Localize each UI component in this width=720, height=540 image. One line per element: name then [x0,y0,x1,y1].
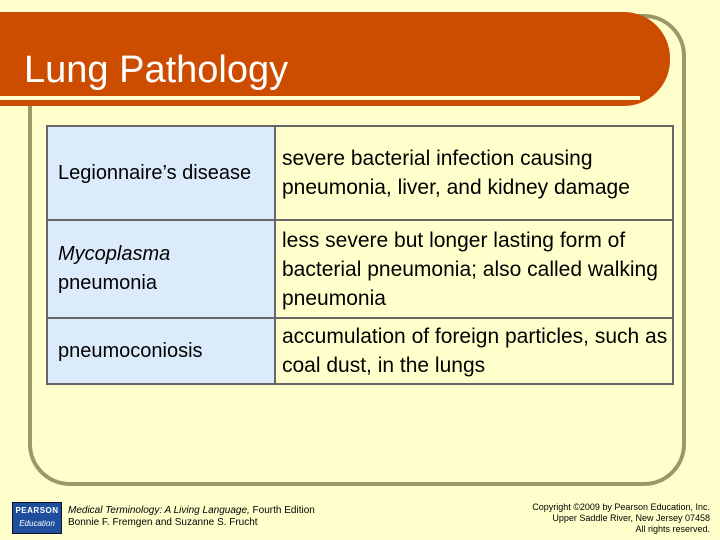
book-title: Medical Terminology: A Living Language, [68,505,250,516]
logo-top-text: PEARSON [15,506,59,515]
definition-text: less severe but longer lasting form of bacterial pneumonia; also called walking pneumonia [282,228,658,310]
copyright-line: Copyright ©2009 by Pearson Education, Inc. [532,502,710,512]
term-italic-text: Mycoplasma [58,243,171,265]
book-edition: Fourth Edition [249,505,315,516]
copyright-line: Upper Saddle River, New Jersey 07458 [552,513,710,523]
term-cell [47,126,275,220]
term-cell [47,220,275,318]
terms-table [46,125,674,385]
table-row [47,220,673,318]
pearson-logo [12,502,62,534]
term-text: pneumoconiosis [58,339,203,362]
term-text: Legionnaire’s disease [58,161,252,184]
term-cell [47,318,275,384]
title-bar [0,12,670,106]
copyright-line: All rights reserved. [635,524,710,534]
term-text: pneumonia [58,272,157,294]
title-underline [0,96,640,100]
definition-text: accumulation of foreign particles, such as coal dust, in the lungs [282,325,668,377]
book-authors: Bonnie F. Fremgen and Suzanne S. Frucht [68,517,258,528]
logo-bottom-text: Education [19,519,55,528]
definition-text: severe bacterial infection causing pneumonia, liver, and kidney damage [282,147,630,199]
book-citation [68,505,315,529]
copyright-notice [532,502,710,535]
slide-title: Lung Pathology [24,49,289,91]
definition-cell [275,318,673,384]
definition-cell [275,220,673,318]
definition-cell [275,126,673,220]
table-row [47,126,673,220]
table-row [47,318,673,384]
